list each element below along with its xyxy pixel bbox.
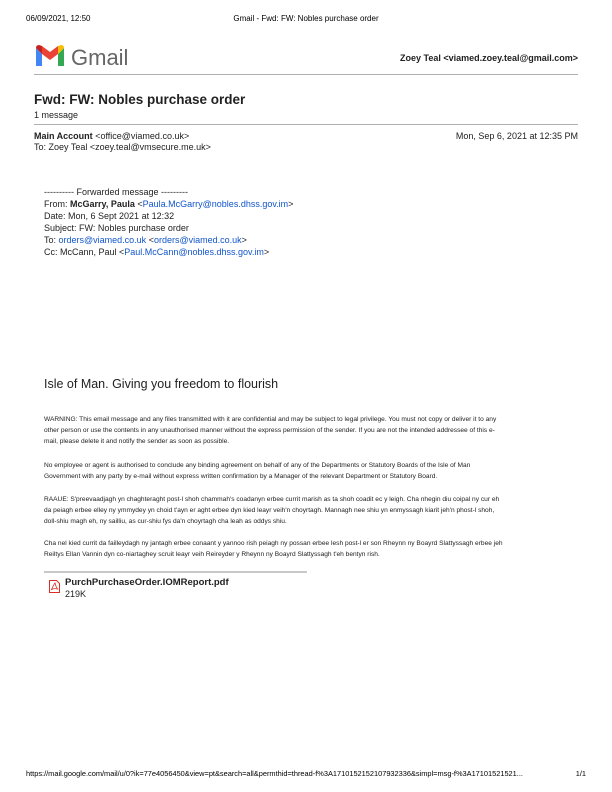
forwarded-to (44, 234, 247, 246)
agreement-paragraph (44, 460, 584, 482)
from-label: From: (44, 199, 70, 209)
account-label: Zoey Teal <viamed.zoey.teal@gmail.com> (399, 53, 578, 63)
gmail-m-icon (34, 44, 66, 68)
warning-paragraph (44, 414, 584, 447)
subject-divider (34, 124, 578, 125)
forwarded-subject: Subject: FW: Nobles purchase order (44, 223, 189, 233)
tagline: Isle of Man. Giving you freedom to flourish (44, 377, 279, 391)
pdf-icon (49, 580, 60, 598)
manx-warning-paragraph (44, 494, 584, 527)
header-divider (34, 74, 578, 75)
manx-warning-line: RAAUE: S'preevaadjagh yn chaghteraght post-l shoh chammah's coadanyn erbee currit marish as ta shoh coadit ec y leigh. Cha nhegin diu coipal ny cur eh (44, 496, 500, 503)
message-count: 1 message (34, 110, 79, 120)
gmail-wordmark: Gmail (71, 45, 129, 70)
print-datetime: 06/09/2021, 12:50 (26, 14, 91, 23)
gmail-logo[interactable] (34, 44, 66, 73)
attachment-filename[interactable]: PurchPurchaseOrder.IOMReport.pdf (65, 577, 229, 588)
cc-label: Cc: McCann, Paul < (44, 247, 125, 257)
cc-email-link[interactable]: Paul.McCann@nobles.dhss.gov.im (124, 247, 264, 257)
thread-subject: Fwd: FW: Nobles purchase order (34, 92, 246, 107)
to-line: To: Zoey Teal <zoey.teal@vmsecure.me.uk> (34, 142, 211, 152)
forwarded-cc (44, 246, 269, 258)
to-label: To: (44, 235, 59, 245)
sender-name: Main Account (34, 131, 93, 141)
cc-close: > (263, 247, 270, 257)
warning-line: WARNING: This email message and any files transmitted with it are confidential and may be subject to legal privilege. You must not copy or deliver it to any (44, 416, 497, 423)
attachment-size: 219K (65, 589, 87, 599)
agreement-line: Government with any party by e-mail without express written confirmation by a Manager of the relevant Department or Statutory Board. (44, 473, 438, 480)
print-page-title: Gmail - Fwd: FW: Nobles purchase order (233, 14, 379, 23)
warning-line: mail, please delete it and notify the sender as soon as possible. (44, 438, 230, 445)
manx-agreement-paragraph (44, 538, 584, 560)
forwarded-date: Date: Mon, 6 Sept 2021 at 12:32 (44, 211, 175, 221)
forwarded-from (44, 198, 293, 210)
sender-email: <office@viamed.co.uk> (95, 131, 190, 141)
manx-warning-line: doll-shiu magh eh, ny sailliu, as cur-shiu fys da'n choyrtagh cha leah as oddys shiu. (44, 518, 287, 525)
print-url: https://mail.google.com/mail/u/0?ik=77e4056450&view=pt&search=all&permthid=thread-f%3A1710152152107932336&simpl=msg-f%3A17101521521... (26, 769, 523, 778)
manx-warning-line: da peiagh erbee elley ny ymmydey yn choid t'ayn er aght erbee dyn kied leayr veih'n choyrtagh. Mannagh nee shiu yn enmyssagh kiarit jeh'n phost-l shoh, (44, 507, 495, 514)
from-email-open: < (134, 199, 143, 209)
message-date: Mon, Sep 6, 2021 at 12:35 PM (455, 131, 578, 141)
from-name: McGarry, Paula (70, 199, 135, 209)
attachment-divider (44, 571, 307, 573)
to-close: > (241, 235, 247, 245)
from-email-link[interactable]: Paula.McGarry@nobles.dhss.gov.im (142, 199, 289, 209)
manx-agreement-line: Reiltys Ellan Vannin dyn co-niartaghey scruit leayr veih Reireyder y Rheynn ny Boayrd Slattyssagh t'eh bentyn rish. (44, 551, 380, 558)
to-email-link[interactable]: orders@viamed.co.uk (58, 235, 147, 245)
manx-agreement-line: Cha nel kied currit da failleydagh ny jantagh erbee conaant y yannoo rish peiagh ny possan erbee lesh post-l er son Rheynn ny Boayrd Slattyssagh erbee jeh (44, 540, 503, 547)
print-page-number: 1/1 (575, 769, 586, 778)
warning-line: other person or use the contents in any unauthorised manner without the express permission of the sender. If you are not the intended addressee of this e- (44, 427, 495, 434)
to-mid: < (146, 235, 154, 245)
agreement-line: No employee or agent is authorised to conclude any binding agreement on behalf of any of the Departments or Statutory Boards of the Isle of Man (44, 462, 471, 469)
from-email-close: > (288, 199, 294, 209)
forwarded-separator: ---------- Forwarded message --------- (44, 187, 188, 197)
sender (34, 131, 189, 141)
to-email-link-2[interactable]: orders@viamed.co.uk (153, 235, 242, 245)
